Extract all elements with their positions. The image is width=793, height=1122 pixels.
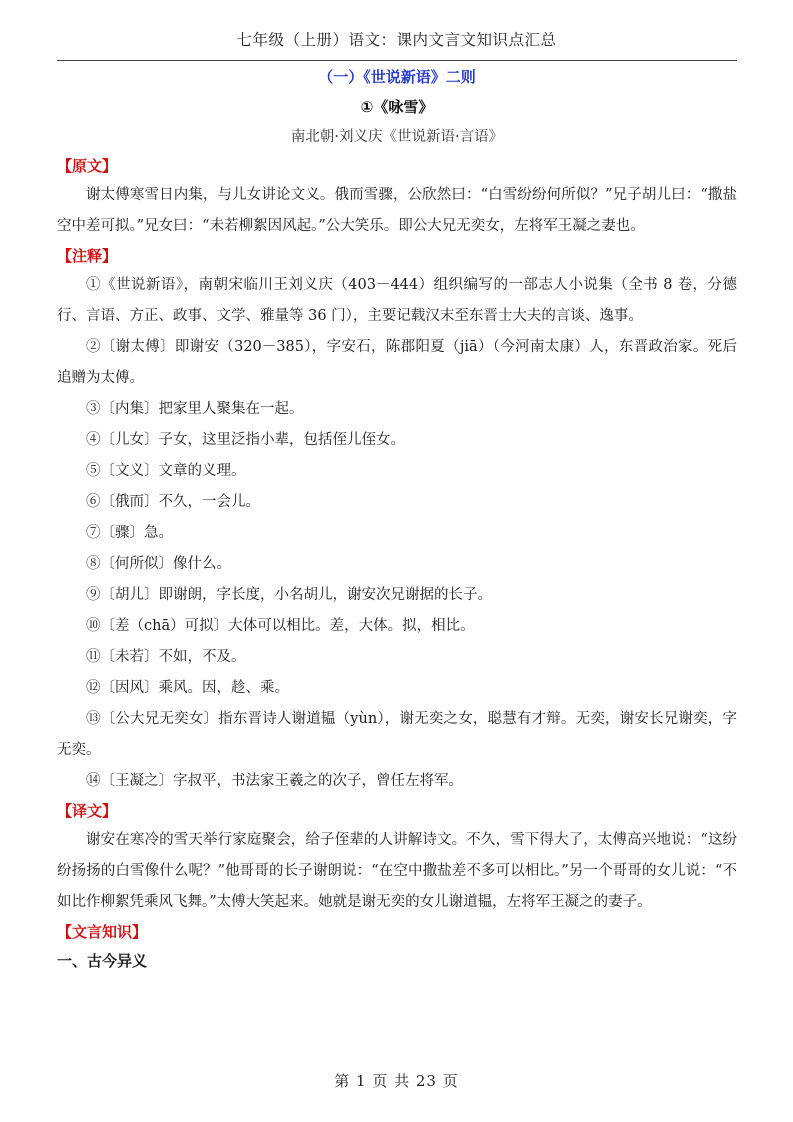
notes-list: [57, 270, 737, 797]
note-item: ⑧〔何所似〕像什么。: [86, 556, 231, 572]
note-item: ②〔谢太傅〕即谢安（320－385），字安石，陈郡阳夏（jiā）（今河南太康）人，东晋政治家。死后追赠为太傅。: [57, 339, 737, 386]
note-item: ⑬〔公大兄无奕女〕指东晋诗人谢道韫（yùn），谢无奕之女，聪慧有才辩。无奕，谢安长兄谢奕，字无奕。: [57, 711, 737, 758]
heading-ancient-modern-meaning: 一、古今异义: [57, 952, 148, 970]
section-title: （一）《世说新语》二则: [318, 68, 476, 86]
note-item: ①《世说新语》，南朝宋临川王刘义庆（403－444）组织编写的一部志人小说集（全书 8 卷，分德行、言语、方正、政事、文学、雅量等 36 门），主要记载汉末至东晋士大夫的言谈、逸事。: [57, 277, 737, 324]
note-item: ⑤〔文义〕文章的义理。: [86, 463, 246, 479]
note-item: ④〔儿女〕子女，这里泛指小辈，包括侄儿侄女。: [86, 432, 405, 448]
knowledge-tag: 【文言知识】: [57, 923, 148, 941]
original-text: 谢太傅寒雪日内集，与儿女讲论文义。俄而雪骤，公欣然曰：“白雪纷纷何所似？”兄子胡儿曰：“撒盐空中差可拟。”兄女曰：“未若柳絮因风起。”公大笑乐。即公大兄无奕女，左将军王凝之妻也。: [57, 187, 737, 234]
notes-tag: 【注释】: [57, 247, 118, 265]
translation-text: 谢安在寒冷的雪天举行家庭聚会，给子侄辈的人讲解诗文。不久，雪下得大了，太傅高兴地说：“这纷纷扬扬的白雪像什么呢？”他哥哥的长子谢朗说：“在空中撒盐差不多可以相比。”另一个哥哥的女儿说：“不如比作柳絮凭乘风飞舞。”太傅大笑起来。她就是谢无奕的女儿谢道韫，左将军王凝之的妻子。: [57, 832, 737, 910]
note-item: ③〔内集〕把家里人聚集在一起。: [86, 401, 304, 417]
note-item: ⑥〔俄而〕不久，一会儿。: [86, 494, 260, 510]
header-rule: [57, 60, 737, 61]
article-byline: 南北朝·刘义庆《世说新语·言语》: [290, 129, 504, 145]
note-item: ⑪〔未若〕不如，不及。: [86, 649, 246, 665]
page-content: [57, 64, 737, 976]
article-title: ①《咏雪》: [360, 98, 434, 116]
note-item: ⑩〔差（chā）可拟〕大体可以相比。差，大体。拟，相比。: [86, 618, 475, 634]
note-item: ⑫〔因风〕乘风。因，趁、乘。: [86, 680, 289, 696]
page-number: 第 1 页 共 23 页: [334, 1072, 459, 1090]
note-item: ⑭〔王凝之〕字叔平，书法家王羲之的次子，曾任左将军。: [86, 773, 463, 789]
translation-tag: 【译文】: [57, 802, 118, 820]
note-item: ⑦〔骤〕急。: [86, 525, 173, 541]
page-header: 七年级（上册）语文：课内文言文知识点汇总: [236, 31, 557, 49]
note-item: ⑨〔胡儿〕即谢朗，字长度，小名胡儿，谢安次兄谢据的长子。: [86, 587, 492, 603]
original-tag: 【原文】: [57, 157, 118, 175]
